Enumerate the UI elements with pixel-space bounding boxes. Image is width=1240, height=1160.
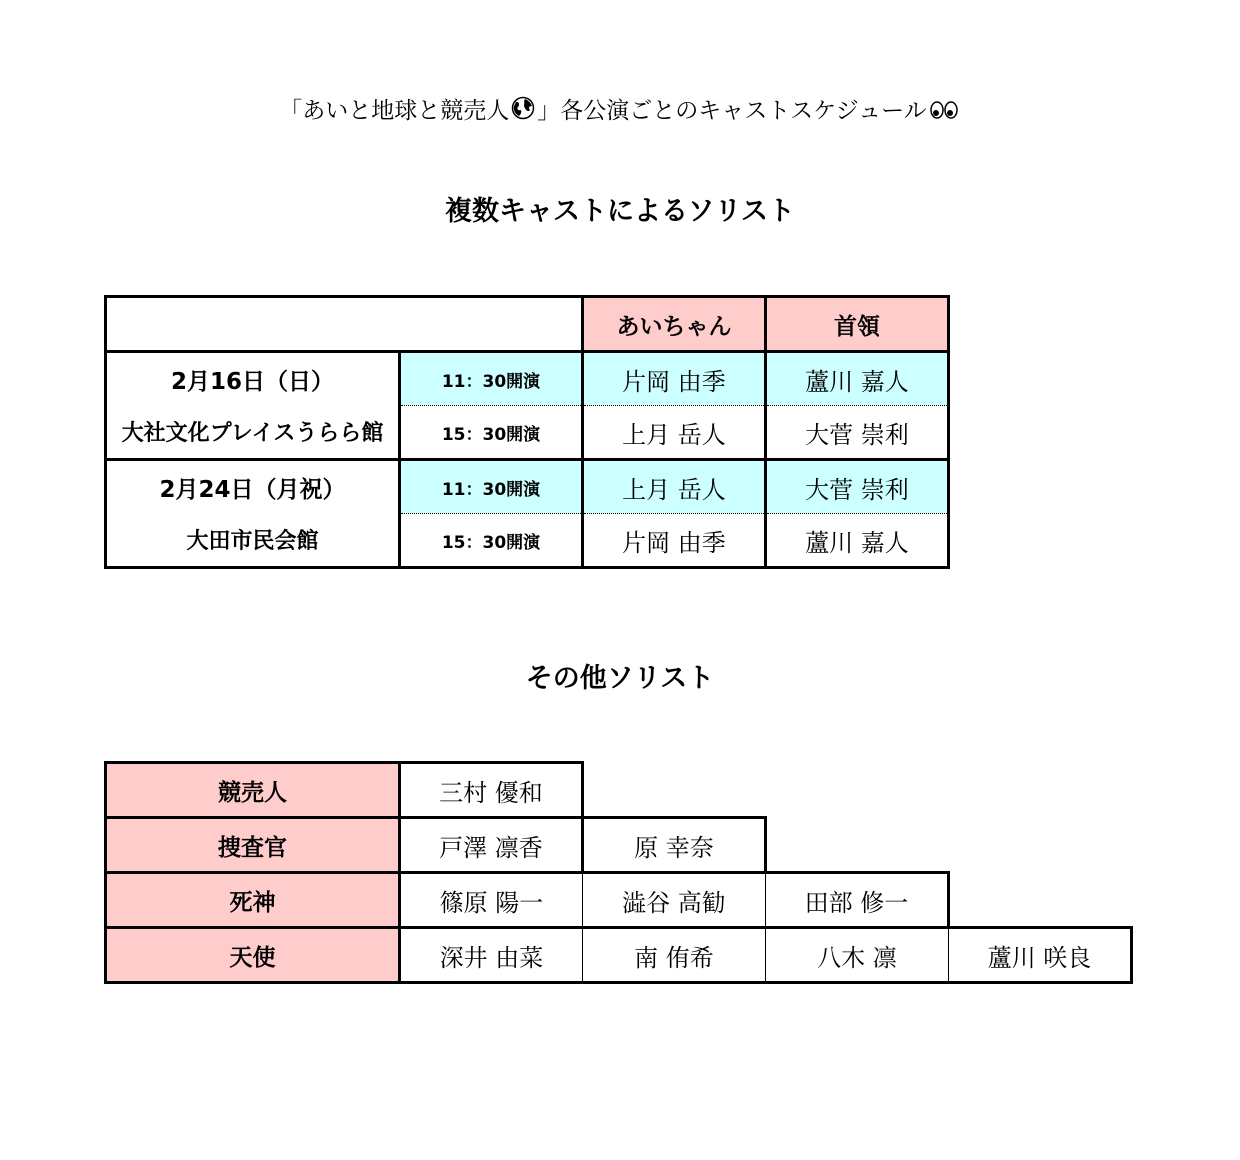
table-row bbox=[106, 352, 949, 406]
table-row bbox=[106, 763, 1132, 818]
cast-name: 戸澤 凛香 bbox=[400, 818, 583, 873]
cast-name: 蘆川 嘉人 bbox=[766, 514, 949, 568]
empty-cell bbox=[766, 818, 949, 873]
cast-name: 大菅 崇利 bbox=[766, 460, 949, 514]
empty-cell bbox=[583, 763, 766, 818]
table-row bbox=[106, 873, 1132, 928]
role-label: 天使 bbox=[106, 928, 400, 983]
cast-name: 片岡 由季 bbox=[583, 514, 766, 568]
page-title-after: 」各公演ごとのキャストスケジュール bbox=[537, 97, 927, 124]
performance-date: 2月24日（月祝） bbox=[106, 460, 400, 514]
table-row bbox=[106, 406, 949, 460]
role-label: 競売人 bbox=[106, 763, 400, 818]
column-header-shuryo: 首領 bbox=[766, 297, 949, 352]
cast-name: 田部 修一 bbox=[766, 873, 949, 928]
page-title-before: 「あいと地球と競売人 bbox=[279, 97, 510, 124]
column-header-ai-chan: あいちゃん bbox=[583, 297, 766, 352]
cast-name: 深井 由菜 bbox=[400, 928, 583, 983]
role-label: 死神 bbox=[106, 873, 400, 928]
performance-venue: 大田市民会館 bbox=[106, 514, 400, 568]
cast-name: 蘆川 嘉人 bbox=[766, 352, 949, 406]
cast-name: 片岡 由季 bbox=[583, 352, 766, 406]
cast-name: 上月 岳人 bbox=[583, 406, 766, 460]
cast-name: 澁谷 高勧 bbox=[583, 873, 766, 928]
cast-name: 蘆川 咲良 bbox=[949, 928, 1132, 983]
cast-name: 大菅 崇利 bbox=[766, 406, 949, 460]
role-label: 捜査官 bbox=[106, 818, 400, 873]
cast-name: 八木 凛 bbox=[766, 928, 949, 983]
show-time: 15：30開演 bbox=[400, 514, 583, 568]
cast-name: 原 幸奈 bbox=[583, 818, 766, 873]
section-title-multi-cast: 複数キャストによるソリスト bbox=[445, 195, 795, 227]
table-row bbox=[106, 928, 1132, 983]
table-row bbox=[106, 818, 1132, 873]
show-time: 11：30開演 bbox=[400, 460, 583, 514]
eyes-icon bbox=[929, 96, 959, 120]
globe-icon bbox=[511, 96, 535, 120]
header-blank-cell bbox=[106, 297, 583, 352]
show-time: 11：30開演 bbox=[400, 352, 583, 406]
cast-name: 三村 優和 bbox=[400, 763, 583, 818]
table-header-row bbox=[106, 297, 949, 352]
cast-name: 南 侑希 bbox=[583, 928, 766, 983]
empty-cell bbox=[949, 818, 1132, 873]
table-row bbox=[106, 514, 949, 568]
show-time: 15：30開演 bbox=[400, 406, 583, 460]
table-row bbox=[106, 460, 949, 514]
performance-venue: 大社文化プレイスうらら館 bbox=[106, 406, 400, 460]
section-title-other-soloists: その他ソリスト bbox=[525, 662, 715, 694]
page-title bbox=[0, 88, 1240, 128]
performance-date: 2月16日（日） bbox=[106, 352, 400, 406]
empty-cell bbox=[949, 873, 1132, 928]
empty-cell bbox=[766, 763, 949, 818]
cast-name: 篠原 陽一 bbox=[400, 873, 583, 928]
cast-name: 上月 岳人 bbox=[583, 460, 766, 514]
other-soloists-table bbox=[104, 761, 1133, 984]
multi-cast-table bbox=[104, 295, 950, 569]
empty-cell bbox=[949, 763, 1132, 818]
